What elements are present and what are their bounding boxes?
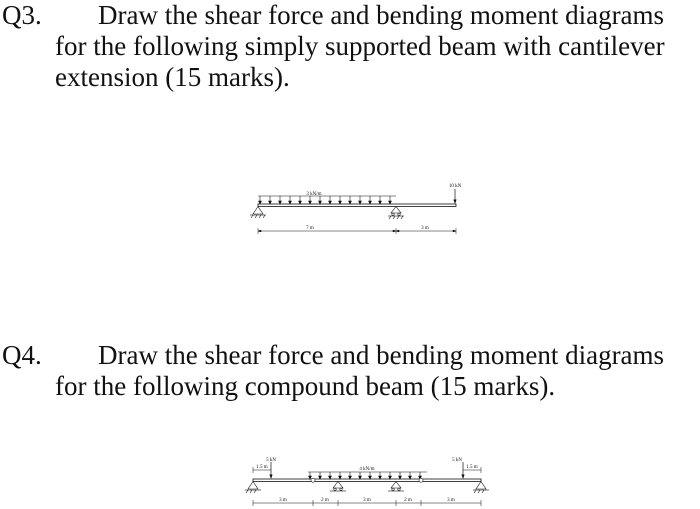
- q3-point-load-label: 10 kN: [448, 184, 462, 189]
- q4-roller-support-2: [388, 482, 404, 492]
- q4-left-point-load-arrowhead: [269, 475, 272, 480]
- q3-span-2-label: 3 m: [421, 226, 429, 231]
- q4-right-point-load-arrowhead: [461, 475, 464, 480]
- q4-left-point-load-label: 5 kN: [266, 458, 276, 463]
- q4-number: Q4.: [2, 340, 42, 370]
- q3-text-line-1: Draw the shear force and bending moment diagrams: [98, 0, 665, 30]
- q3-point-load-arrowhead: [453, 200, 456, 205]
- q3-beam: [258, 204, 456, 207]
- q4-right-offset-label: 1.5 m: [466, 465, 478, 470]
- q3-beam-figure: [230, 175, 480, 245]
- q4-span-5-label: 3 m: [447, 498, 455, 503]
- q3-roller-support: [388, 207, 404, 220]
- q4-right-pin-support: [473, 482, 489, 494]
- q3-number: Q3.: [2, 0, 42, 30]
- q4-beam: [253, 479, 481, 482]
- q4-udl-label: 4 kN/m: [359, 467, 375, 472]
- q4-beam-figure: [225, 452, 500, 508]
- q4-text-line-2: for the following compound beam (15 marks).: [55, 371, 556, 401]
- q4-span-1-label: 3 m: [279, 498, 287, 503]
- q4-udl-arrows: [309, 472, 422, 479]
- q3-pin-support: [250, 207, 266, 219]
- q3-text-line-2: for the following simply supported beam with cantilever: [55, 31, 665, 61]
- q4-left-pin-support: [245, 482, 261, 494]
- q4-right-point-load-label: 5 kN: [452, 458, 462, 463]
- q4-text-line-1: Draw the shear force and bending moment diagrams: [98, 340, 665, 370]
- q4-hinge-right-icon: [419, 478, 423, 482]
- q4-hinge-left-icon: [311, 478, 315, 482]
- q3-udl-arrows: [259, 196, 392, 204]
- q3-span-1-label: 7 m: [306, 226, 314, 231]
- q4-span-2-label: 2 m: [321, 498, 329, 503]
- q4-roller-support-1: [330, 482, 346, 492]
- q4-span-4-label: 2 m: [404, 498, 412, 503]
- q3-udl-label: 3 kN/m: [306, 192, 322, 197]
- q3-text-line-3: extension (15 marks).: [55, 62, 290, 92]
- q4-span-3-label: 3 m: [363, 498, 371, 503]
- q4-left-offset-label: 1.5 m: [256, 465, 268, 470]
